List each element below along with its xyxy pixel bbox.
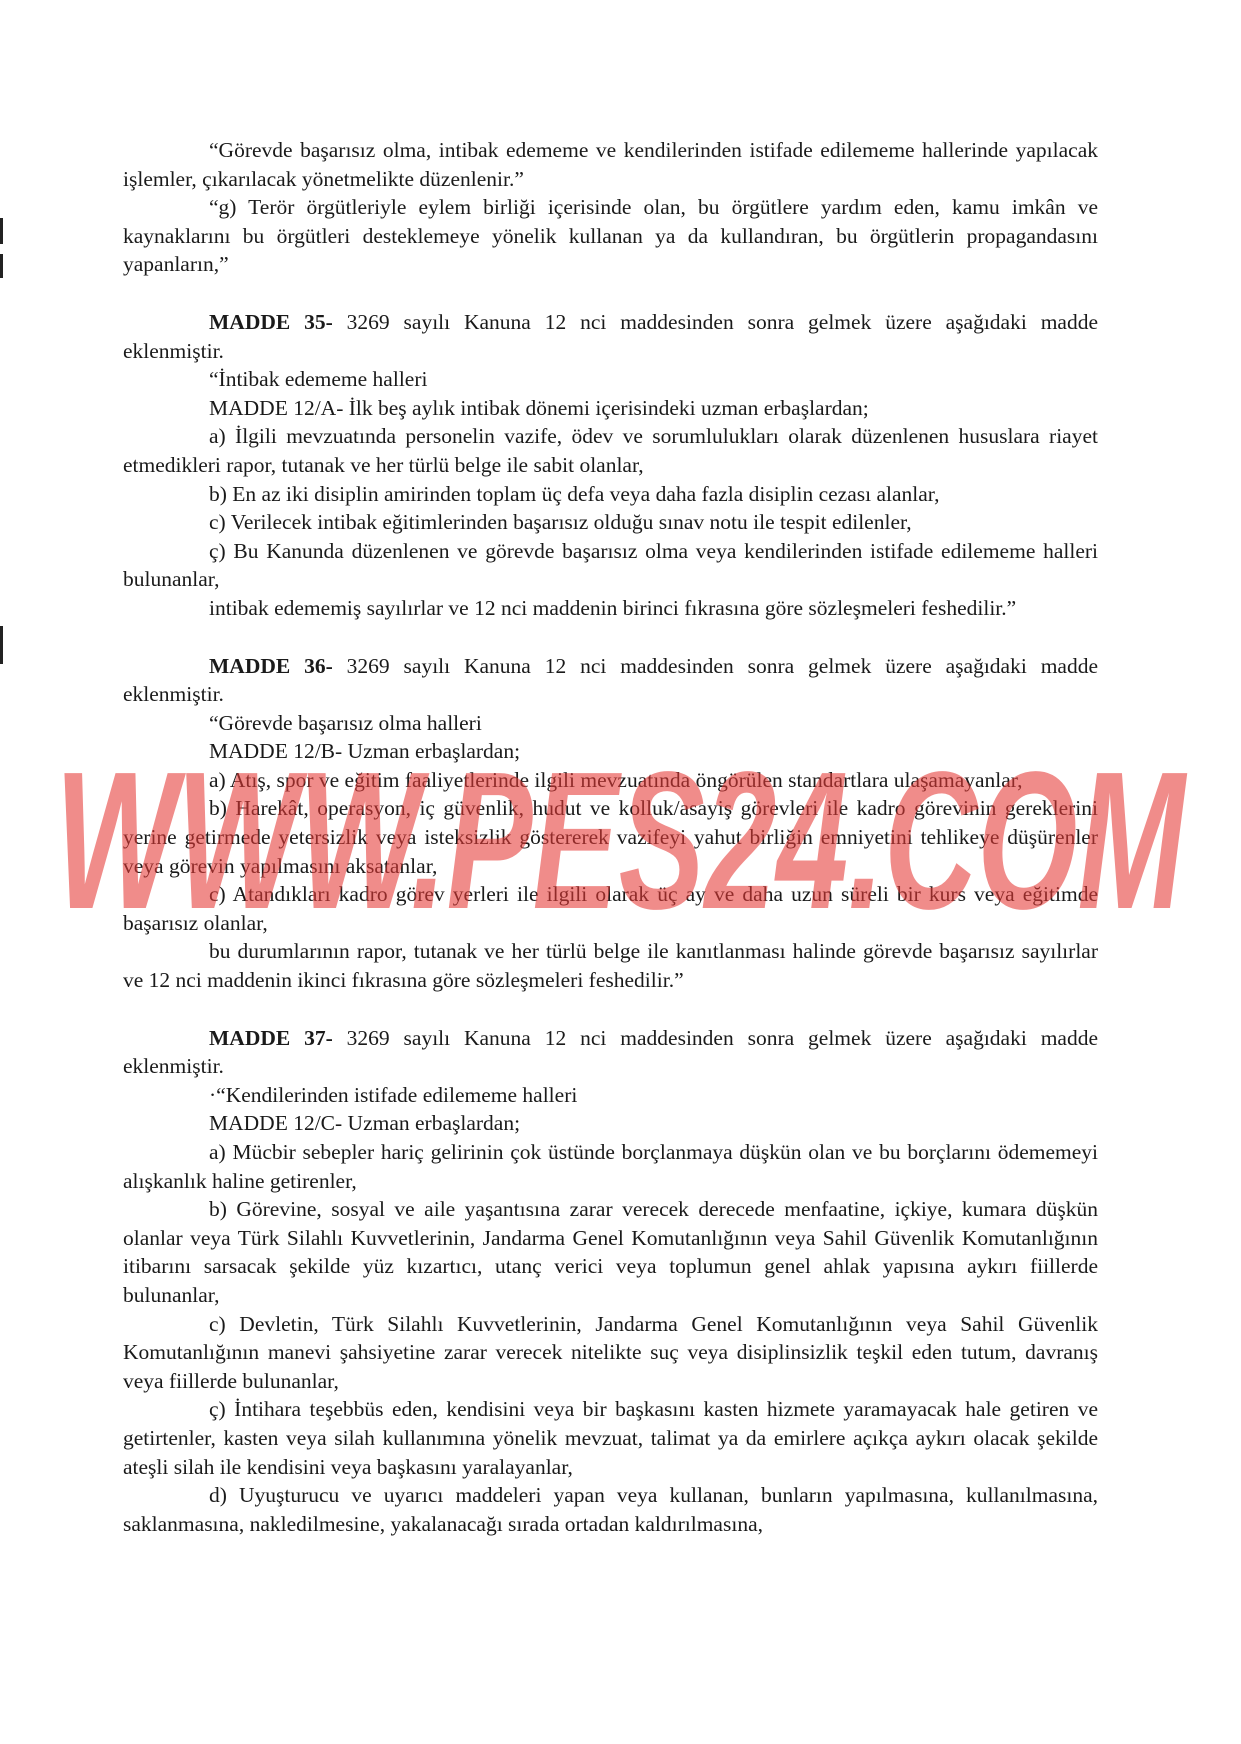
paragraph: MADDE 12/A- İlk beş aylık intibak dönemi içerisindeki uzman erbaşlardan;	[209, 395, 869, 420]
paragraph: “g) Terör örgütleriyle eylem birliği içerisinde olan, bu örgütlere yardım eden, kamu imkân ve kaynaklarını bu örgütleri desteklemeye yönelik kullanan ya da kullandıran, bu örgütlerin propagandasını yapanların,”	[123, 195, 1098, 277]
paragraph: b) Görevine, sosyal ve aile yaşantısına zarar verecek derecede menfaatine, içkiye, kumara düşkün olanlar veya Türk Silahlı Kuvvetlerinin, Jandarma Genel Komutanlığının veya Sahil Güvenlik Komutanlığının itibarını sarsacak şekilde yüz kızartıcı, utanç verici veya toplumun genel ahlak yapısına aykırı fiillerde bulunanlar,	[123, 1197, 1098, 1307]
scan-edge-mark	[0, 626, 3, 664]
article-text: 3269 sayılı Kanuna 12 nci maddesinden sonra gelmek üzere aşağıdaki madde eklenmiştir.	[123, 1025, 1099, 1079]
paragraph: intibak edememiş sayılırlar ve 12 nci maddenin birinci fıkrasına göre sözleşmeleri feshedilir.”	[209, 595, 1017, 620]
article-37-heading	[123, 1024, 1098, 1081]
paragraph: ·“Kendilerinden istifade edilememe halleri	[209, 1082, 578, 1107]
paragraph: c) Devletin, Türk Silahlı Kuvvetlerinin, Jandarma Genel Komutanlığının veya Sahil Güvenlik Komutanlığının manevi şahsiyetine zarar verecek nitelikte suç veya disiplinsizlik teşkil eden tutum, davranış veya fiillerde bulunanlar,	[123, 1311, 1098, 1393]
paragraph: c) Verilecek intibak eğitimlerinden başarısız olduğu sınav notu ile tespit edilenler,	[209, 510, 912, 535]
document-page	[123, 136, 1098, 1538]
paragraph: “Görevde başarısız olma halleri	[209, 710, 482, 735]
scan-edge-mark	[0, 254, 3, 278]
paragraph: c) Atandıkları kadro görev yerleri ile ilgili olarak üç ay ve daha uzun süreli bir kurs veya eğitimde başarısız olanlar,	[123, 882, 1098, 935]
paragraph: MADDE 12/B- Uzman erbaşlardan;	[209, 739, 521, 764]
article-text: 3269 sayılı Kanuna 12 nci maddesinden sonra gelmek üzere aşağıdaki madde eklenmiştir.	[123, 309, 1099, 363]
paragraph: b) En az iki disiplin amirinden toplam üç defa veya daha fazla disiplin cezası alanlar,	[209, 481, 940, 506]
article-number: MADDE 35-	[209, 309, 333, 334]
paragraph: b) Harekât, operasyon, iç güvenlik, hudut ve kolluk/asayiş görevleri ile kadro görevinin gereklerini yerine getirmede yetersizlik veya isteksizlik göstererek vazifeyi yahut birliğin emniyetini tehlikeye düşürenler veya görevin yapılmasını aksatanlar,	[123, 796, 1098, 878]
article-36-heading	[123, 652, 1098, 709]
paragraph: ç) Bu Kanunda düzenlenen ve görevde başarısız olma veya kendilerinden istifade edilememe halleri bulunanlar,	[123, 538, 1098, 592]
paragraph: d) Uyuşturucu ve uyarıcı maddeleri yapan veya kullanan, bunların yapılmasına, kullanılmasına, saklanmasına, nakledilmesine, yakalanacağı sırada ortadan kaldırılmasına,	[123, 1483, 1098, 1536]
paragraph: a) Atış, spor ve eğitim faaliyetlerinde ilgili mevzuatında öngörülen standartlara ulaşamayanlar,	[209, 767, 1023, 792]
paragraph: a) İlgili mevzuatında personelin vazife, ödev ve sorumlulukları olarak düzenlenen hususlara riayet etmedikleri rapor, tutanak ve her türlü belge ile sabit olanlar,	[123, 424, 1098, 477]
paragraph: “Görevde başarısız olma, intibak edememe ve kendilerinden istifade edilememe hallerinde yapılacak işlemler, çıkarılacak yönetmelikte düzenlenir.”	[123, 138, 1098, 191]
paragraph: MADDE 12/C- Uzman erbaşlardan;	[209, 1111, 521, 1136]
paragraph: a) Mücbir sebepler hariç gelirinin çok üstünde borçlanmaya düşkün olan ve bu borçlarını ödememeyi alışkanlık haline getirenler,	[123, 1140, 1098, 1193]
article-35-heading	[123, 308, 1098, 365]
scan-edge-mark	[0, 218, 3, 244]
paragraph: ç) İntihara teşebbüs eden, kendisini veya bir başkasını kasten hizmete yaramayacak hale getiren ve getirtenler, kasten veya silah kullanımına yönelik mevzuat, talimat ya da emirlere açıkça aykırı olacak şekilde ateşli silah ile kendisini veya başkasını yaralayanlar,	[123, 1397, 1098, 1479]
article-number: MADDE 36-	[209, 653, 333, 678]
article-number: MADDE 37-	[209, 1025, 333, 1050]
watermark-text: WWW.PES24.COM	[55, 731, 1188, 950]
paragraph: bu durumlarının rapor, tutanak ve her türlü belge ile kanıtlanması halinde görevde başarısız sayılırlar ve 12 nci maddenin ikinci fıkrasına göre sözleşmeleri feshedilir.”	[123, 939, 1098, 993]
article-text: 3269 sayılı Kanuna 12 nci maddesinden sonra gelmek üzere aşağıdaki madde eklenmiştir.	[123, 653, 1099, 707]
paragraph: “İntibak edememe halleri	[209, 367, 428, 392]
